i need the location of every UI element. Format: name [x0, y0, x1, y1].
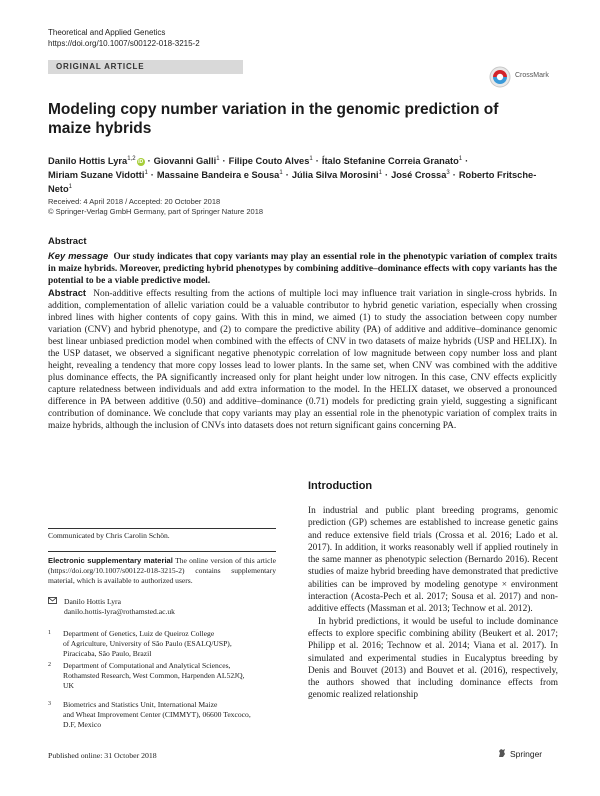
intro-paragraph-1: In industrial and public plant breeding programs, genomic prediction (GP) schemes are established to increase genetic gains and reduce extensive field trials (Crossa et al. 2016; Lado et al. 2017). In addition, it works reasonably well if applied routinely in the same manner as phenotypic selection (Bernardo 2016). Recent studies of maize hybrid breeding have demonstrated that predictive abilities can be improved by modeling genotype × environment interaction (Acosta-Pech et al. 2017; Sousa et al. 2017) and non-additive effects (Massman et al. 2013; Technow et al. 2012). — [308, 506, 558, 615]
esm-label: Electronic supplementary material — [48, 556, 173, 565]
author-7[interactable]: Júlia Silva Morosini$^1$ — [291, 170, 382, 180]
envelope-icon[interactable] — [48, 597, 58, 607]
footnote-divider — [48, 528, 276, 529]
author-3[interactable]: Filipe Couto Alves$^1$ — [228, 156, 313, 166]
orcid-icon[interactable]: iD — [138, 159, 144, 165]
abstract-heading: Abstract — [48, 236, 87, 247]
abstract-body — [48, 287, 557, 432]
springer-horse-icon — [497, 748, 507, 758]
author-8[interactable]: José Crossa$^3$ — [391, 170, 450, 180]
corresponding-name: Danilo Hottis Lyra — [64, 597, 121, 606]
journal-header — [48, 27, 200, 49]
article-type-badge: ORIGINAL ARTICLE — [48, 60, 243, 74]
author-9[interactable]: Roberto Fritsche-Neto$^1$ — [48, 170, 537, 194]
crossmark-label: CrossMark — [515, 72, 549, 79]
introduction-body — [308, 505, 558, 702]
author-list: Danilo Hottis Lyra$^{1,2}$ iD · Giovanni Galli$^1$ · Filipe Couto Alves$^1$ · Ítalo Stefanine Correia Granato$^1$ · Miriam Suzane Vidotti$^1$ · Massaine Bandeira e Sousa$^1$ · Júlia Silva Morosini$^1$ · José Crossa$^3$ · Roberto Fritsche-Neto$^1$ — [48, 156, 537, 194]
author-4[interactable]: Ítalo Stefanine Correia Granato$^1$ — [321, 156, 463, 166]
publisher-name: Springer — [510, 749, 543, 759]
crossmark-icon — [489, 66, 511, 88]
corresponding-email[interactable]: danilo.hottis-lyra@rothamsted.ac.uk — [64, 607, 175, 616]
affiliation-1: 1 Department of Genetics, Luiz de Queiroz College of Agriculture, University of São Paulo (ESALQ/USP), Piracicaba, São Paulo, Brazil — [48, 629, 232, 658]
abstract-section — [48, 236, 557, 432]
received-accepted: Received: 4 April 2018 / Accepted: 20 October 2018 — [48, 197, 221, 206]
esm-divider — [48, 551, 276, 552]
communicated-by: Communicated by Chris Carolin Schön. — [48, 531, 170, 540]
author-2[interactable]: Giovanni Galli$^1$ — [153, 156, 220, 166]
esm-text[interactable]: The online version of this article (https://doi.org/10.1007/s00122-018-3215-2) contains supplementary material, which is available to authorized users. — [48, 556, 276, 585]
introduction-heading: Introduction — [308, 480, 373, 492]
esm-note — [48, 556, 276, 586]
article-dates — [48, 197, 263, 217]
key-message-label: Key message — [48, 250, 109, 261]
author-1[interactable]: Danilo Hottis Lyra$^{1,2}$ — [48, 156, 136, 166]
affiliation-2: 2 Department of Computational and Analytical Sciences, Rothamsted Research, West Common, Harpenden AL52JQ, UK — [48, 661, 245, 690]
author-6[interactable]: Massaine Bandeira e Sousa$^1$ — [156, 170, 283, 180]
crossmark-button[interactable] — [489, 66, 557, 88]
author-5[interactable]: Miriam Suzane Vidotti$^1$ — [48, 170, 148, 180]
article-title: Modeling copy number variation in the genomic prediction of maize hybrids — [48, 101, 499, 137]
key-message — [48, 250, 557, 287]
abstract-label: Abstract — [48, 287, 87, 298]
journal-doi[interactable]: https://doi.org/10.1007/s00122-018-3215-2 — [48, 39, 200, 48]
intro-paragraph-2: In hybrid predictions, it would be useful to include dominance effects to explore specific combining ability (Beukert et al. 2017; Philipp et al. 2016; Technow et al. 2014; Viana et al. 2017). In simulated and experimental studies in Eucalyptus breeding by Denis and Bouvet (2013) and Bouvet et al. (2016), respectively, the authors showed that including dominance effects from genomic realized relationship — [308, 616, 558, 701]
affiliation-3: 3 Biometrics and Statistics Unit, International Maize and Wheat Improvement Center (CIMMYT), 06600 Texcoco, D.F, Mexico — [48, 700, 251, 729]
publisher-logo — [497, 748, 542, 759]
journal-name: Theoretical and Applied Genetics — [48, 28, 166, 37]
abstract-text: Non-additive effects resulting from the actions of multiple loci may influence trait variation in single-cross hybrids. In addition, complementation of allelic variation could be a valuable contributor to hybrid genetic variation, especially when crossing inbred lines with higher contents of copy gains. With this in mind, we aimed (1) to study the association between copy number variation (CNV) and hybrid phenotype, and (2) to compare the predictive ability (PA) of additive and additive–dominance genomic best linear unbiased prediction model when combined with the effects of CNV in two datasets of maize hybrids (USP and HELIX). In the USP dataset, we observed a significant negative phenotypic correlation of low magnitude between copy number loss and plant height, revealing a tendency that more copy losses lead to lower plants. In the same set, when CNV was combined with the additive plus dominance effects, the PA significantly increased only for plant height under low nitrogen. In this case, CNV effects explicitly capture relatedness between individuals and add extra information to the model. In the HELIX dataset, we observed a pronounced difference in PA between additive (0.50) and additive–dominance (0.71) models for predicting grain yield, suggesting a significant contribution of dominance. We conclude that copy variants may play an essential role in the phenotypic variation of complex traits in maize hybrids, although the inclusion of CNVs into datasets does not return significant gains concerning PA. — [48, 289, 557, 431]
key-message-text: Our study indicates that copy variants may play an essential role in the phenotypic variation of complex traits in maize hybrids. Moreover, predicting hybrid phenotypes by combining additive–dominance effects with copy variants has the potential to be a viable predictive model. — [48, 252, 557, 286]
copyright-line: © Springer-Verlag GmbH Germany, part of Springer Nature 2018 — [48, 207, 264, 216]
corresponding-author — [48, 597, 276, 617]
published-date: Published online: 31 October 2018 — [48, 751, 157, 760]
